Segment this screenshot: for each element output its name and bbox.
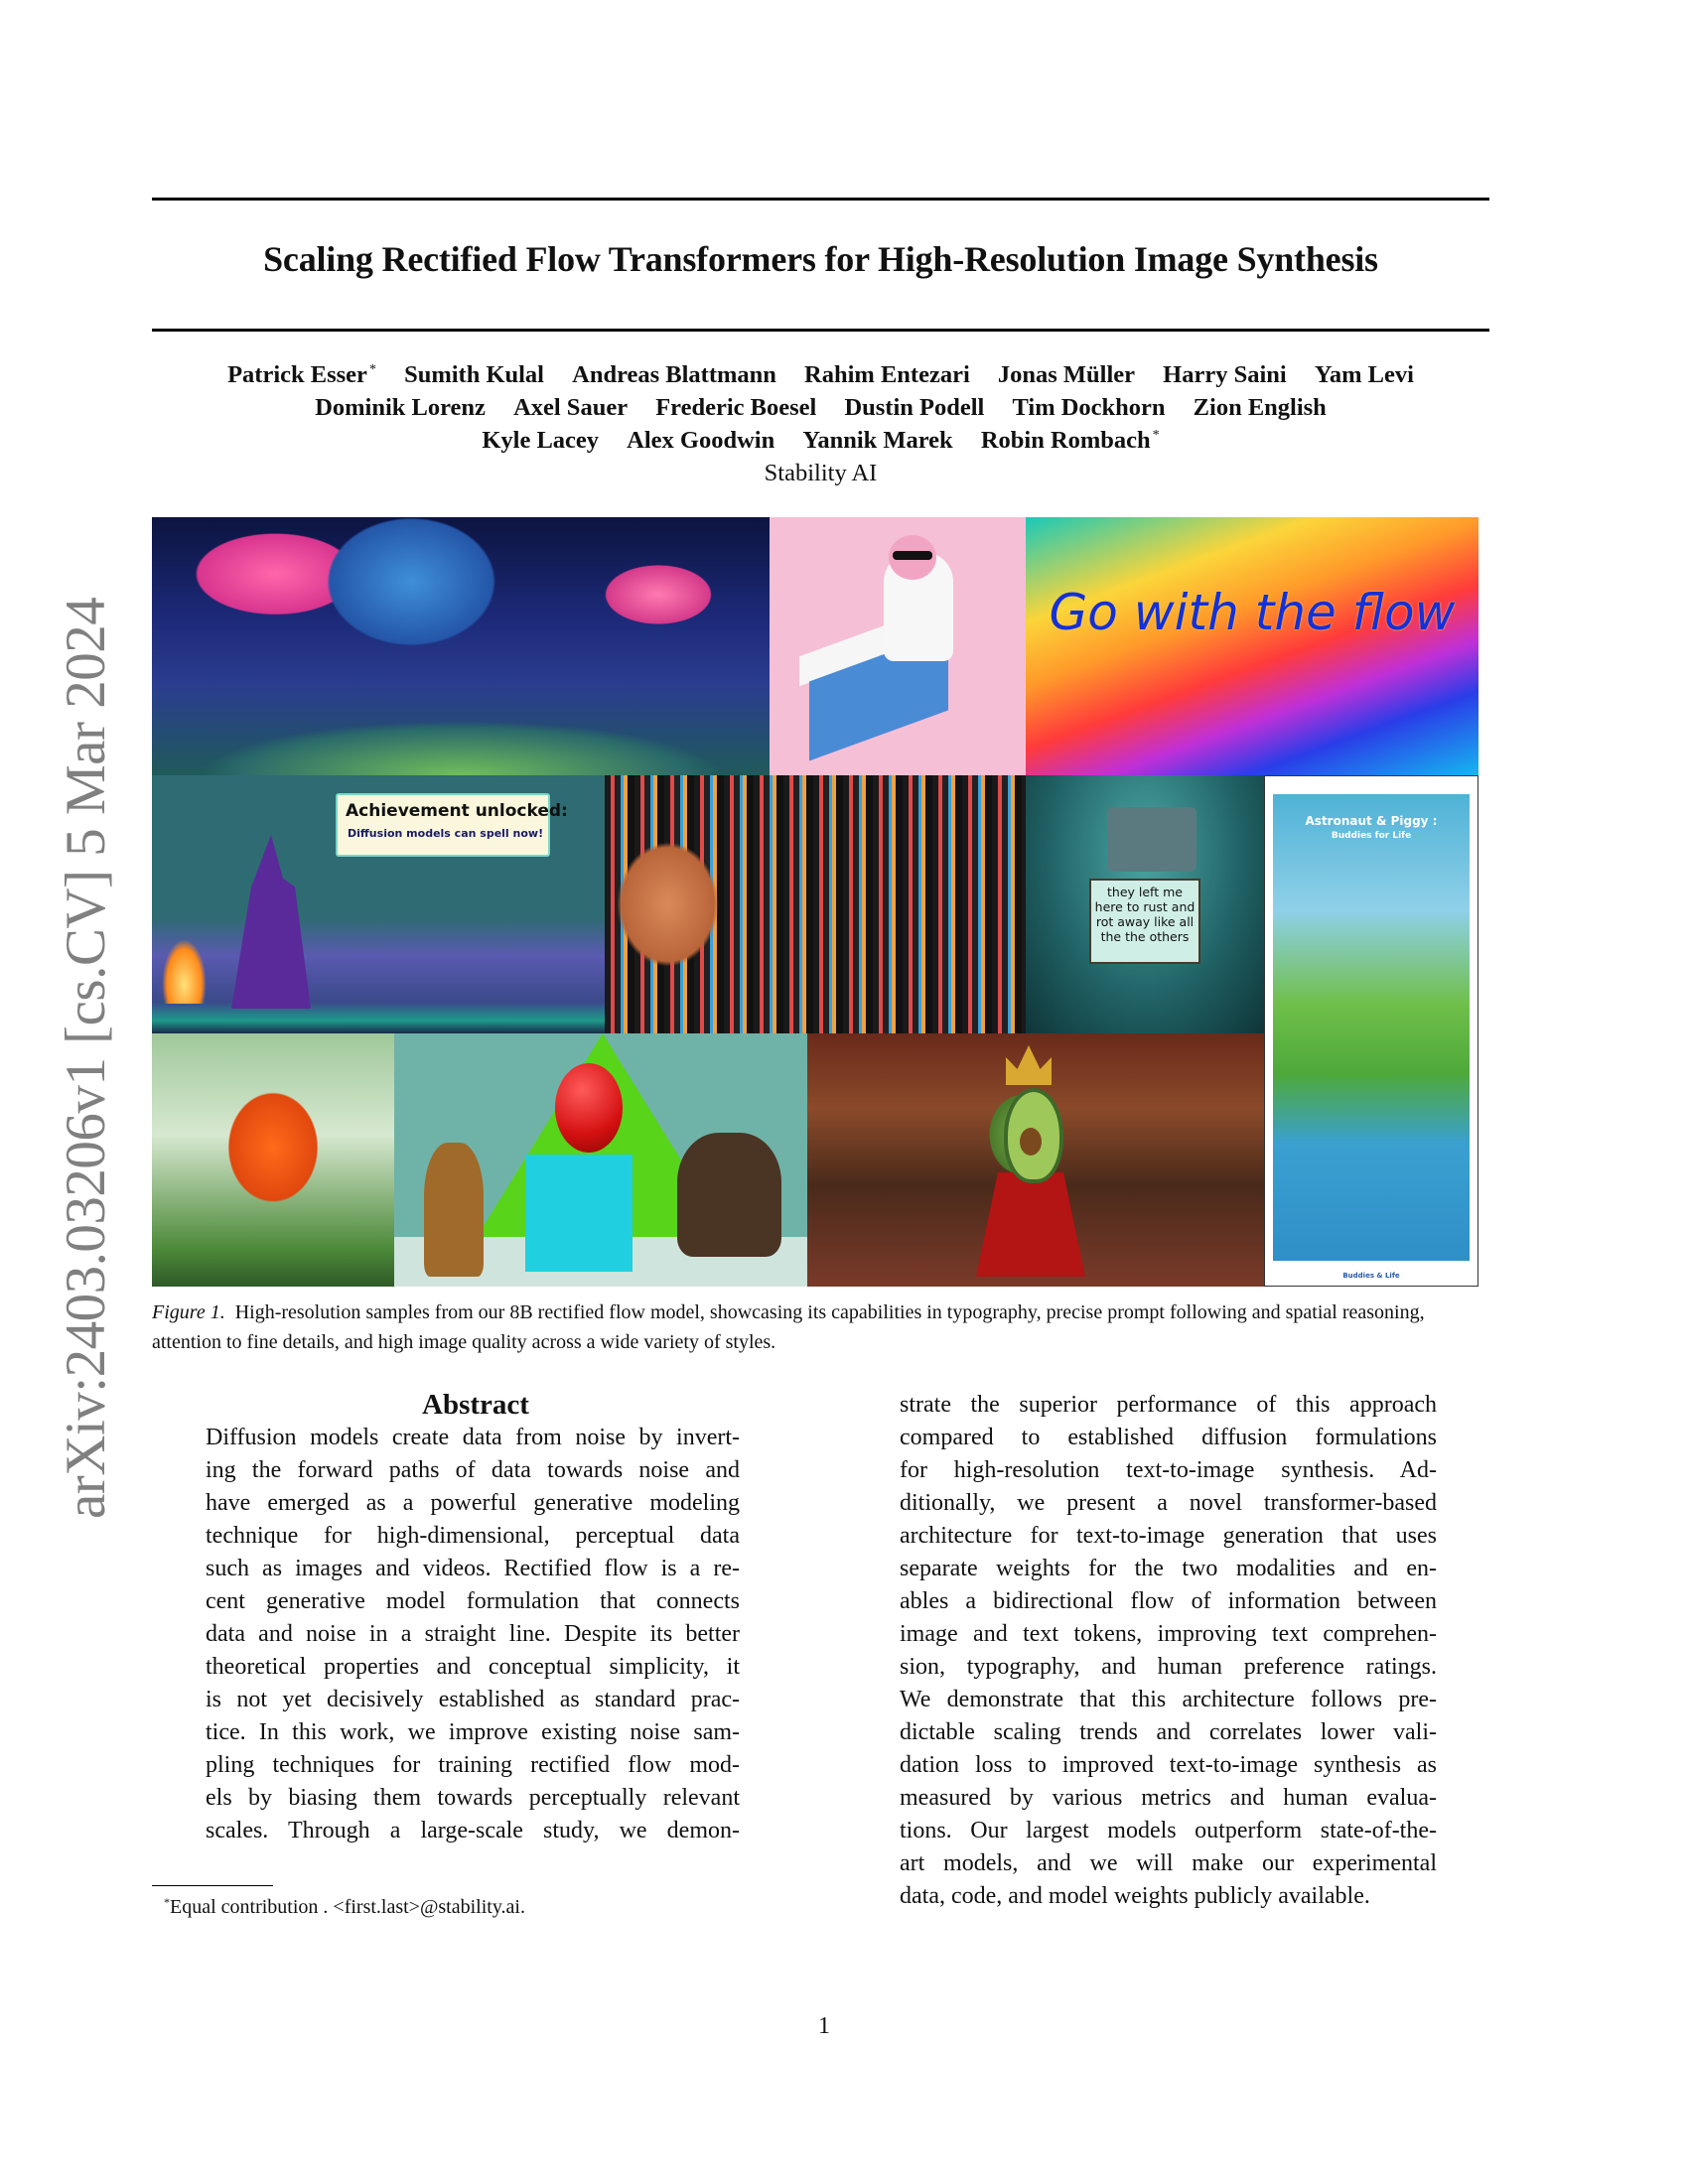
author xyxy=(1012,394,1165,421)
abstract-line: tice. In this work, we improve existing noise sam- xyxy=(206,1719,740,1745)
robot-head-shape xyxy=(1107,807,1196,872)
author-line-3 xyxy=(152,427,1489,455)
abstract-line: ditionally, we present a novel transformer-based xyxy=(900,1490,1437,1516)
figure-caption xyxy=(152,1297,1492,1357)
footnote xyxy=(164,1895,525,1919)
title-rule-bottom xyxy=(152,329,1489,332)
abstract-line: dation loss to improved text-to-image synthesis as xyxy=(900,1752,1437,1778)
author xyxy=(513,394,628,421)
robot-sign xyxy=(1089,879,1200,964)
author-name: Alex Goodwin xyxy=(627,427,775,454)
equal-contribution-mark: * xyxy=(1152,428,1160,443)
abstract-line: architecture for text-to-image generation that uses xyxy=(900,1523,1437,1549)
flow-lettering: Go with the flow xyxy=(1049,584,1456,641)
poster-title: Astronaut & Piggy : xyxy=(1305,814,1438,828)
abstract-line: scales. Through a large-scale study, we demon- xyxy=(206,1818,740,1843)
author-name: Andreas Blattmann xyxy=(572,361,776,388)
speech-bubble xyxy=(336,793,568,857)
speech-bubble-subtitle: Diffusion models can spell now! xyxy=(348,827,544,840)
author-name: Patrick Esser xyxy=(227,361,367,388)
abstract-line: ing the forward paths of data towards noise and xyxy=(206,1457,740,1483)
author xyxy=(981,427,1160,454)
sample-image-pixel-wizard xyxy=(152,775,605,1033)
author xyxy=(1194,394,1327,421)
speech-bubble-title: Achievement unlocked: xyxy=(346,801,568,821)
author-name: Yannik Marek xyxy=(802,427,953,454)
footnote-rule xyxy=(152,1885,273,1886)
arxiv-identifier-stamp: arXiv:2403.03206v1 [cs.CV] 5 Mar 2024 xyxy=(55,597,117,1519)
poster-footer: Buddies & Life xyxy=(1342,1272,1400,1280)
crown-shape xyxy=(1006,1045,1052,1085)
abstract-line: dictable scaling trends and correlates lower vali- xyxy=(900,1719,1437,1745)
sample-image-mushroom-forest xyxy=(152,517,770,775)
sample-image-pixelated-face xyxy=(605,775,1026,1033)
figure-1-collage xyxy=(152,517,1478,1287)
author xyxy=(627,427,774,454)
equal-contribution-mark: * xyxy=(368,362,376,377)
avocado-pit-shape xyxy=(1020,1128,1042,1156)
abstract-line: Diffusion models create data from noise by invert- xyxy=(206,1425,740,1450)
author xyxy=(844,394,984,421)
robot-sign-text: they left me here to rust and rot away like all the the others xyxy=(1094,885,1196,944)
campfire-shape xyxy=(162,939,207,1004)
abstract-line: cent generative model formulation that connects xyxy=(206,1588,740,1614)
sample-image-pepper-dragon xyxy=(152,1033,394,1287)
sunglasses-shape xyxy=(893,551,932,560)
author-name: Robin Rombach xyxy=(980,427,1151,454)
abstract-line: sion, typography, and human preference ratings. xyxy=(900,1654,1437,1680)
author-name: Harry Saini xyxy=(1163,361,1287,388)
author xyxy=(1315,361,1414,388)
poster-artwork xyxy=(1273,794,1470,1261)
royal-robe-shape xyxy=(976,1172,1085,1277)
sample-image-pig-scientist xyxy=(770,517,1026,775)
author xyxy=(572,361,776,388)
abstract-line: els by biasing them towards perceptually relevant xyxy=(206,1785,740,1811)
cat-shape xyxy=(424,1143,484,1277)
author-name: Yam Levi xyxy=(1314,361,1414,388)
author-name: Dominik Lorenz xyxy=(315,394,486,421)
abstract-column-right xyxy=(900,1389,1437,1913)
abstract-line: tions. Our largest models outperform state-of-the- xyxy=(900,1818,1437,1843)
page-number: 1 xyxy=(818,2013,830,2039)
author xyxy=(802,427,952,454)
dog-shape xyxy=(677,1133,781,1257)
title-rule-top xyxy=(152,198,1489,201)
author-name: Dustin Podell xyxy=(844,394,985,421)
author xyxy=(315,394,486,421)
abstract-line: for high-resolution text-to-image synthesis. Ad- xyxy=(900,1457,1437,1483)
abstract-line: image and text tokens, improving text comprehen- xyxy=(900,1621,1437,1647)
abstract-line: separate weights for the two modalities and en- xyxy=(900,1556,1437,1581)
abstract-line: data and noise in a straight line. Despite its better xyxy=(206,1621,740,1647)
poster-subtitle: Buddies for Life xyxy=(1331,831,1412,841)
author-name: Tim Dockhorn xyxy=(1012,394,1166,421)
abstract-line: ables a bidirectional flow of information between xyxy=(900,1588,1437,1614)
footnote-mark: * xyxy=(164,1895,170,1909)
author-name: Zion English xyxy=(1193,394,1327,421)
author-name: Axel Sauer xyxy=(513,394,629,421)
abstract-line: We demonstrate that this architecture follows pre- xyxy=(900,1687,1437,1712)
author-name: Sumith Kulal xyxy=(404,361,544,388)
abstract-line: have emerged as a powerful generative modeling xyxy=(206,1490,740,1516)
figure-label: Figure 1. xyxy=(152,1301,225,1323)
abstract-line: technique for high-dimensional, perceptual data xyxy=(206,1523,740,1549)
author xyxy=(482,427,599,454)
abstract-line: pling techniques for training rectified flow mod- xyxy=(206,1752,740,1778)
affiliation: Stability AI xyxy=(764,460,878,486)
sample-image-ball-cube-cat-dog xyxy=(394,1033,807,1287)
abstract-line: measured by various metrics and human evalua- xyxy=(900,1785,1437,1811)
blue-cube-shape xyxy=(525,1155,633,1272)
paper-title: Scaling Rectified Flow Transformers for High-Resolution Image Synthesis xyxy=(263,239,1378,279)
abstract-line: strate the superior performance of this approach xyxy=(900,1392,1437,1418)
abstract-line: theoretical properties and conceptual simplicity, it xyxy=(206,1654,740,1680)
abstract-line: is not yet decisively established as standard prac- xyxy=(206,1687,740,1712)
wizard-shape xyxy=(231,835,311,1009)
sample-image-avocado-king xyxy=(807,1033,1264,1287)
abstract-line: data, code, and model weights publicly available. xyxy=(900,1883,1370,1909)
abstract-line: art models, and we will make our experimental xyxy=(900,1850,1437,1876)
author-line-2 xyxy=(152,394,1489,422)
author xyxy=(998,361,1135,388)
author-name: Kyle Lacey xyxy=(482,427,600,454)
author xyxy=(804,361,970,388)
sample-image-astronaut-piggy-poster xyxy=(1264,775,1478,1287)
footnote-text: Equal contribution . <first.last>@stability.ai. xyxy=(170,1896,525,1918)
author xyxy=(1163,361,1287,388)
author xyxy=(227,361,376,388)
author-line-1 xyxy=(152,361,1489,389)
author-name: Rahim Entezari xyxy=(804,361,970,388)
author-name: Frederic Boesel xyxy=(655,394,817,421)
sample-image-go-with-the-flow xyxy=(1026,517,1478,775)
red-ball-shape xyxy=(555,1063,623,1153)
abstract-column-left xyxy=(206,1422,740,1847)
abstract-line: such as images and videos. Rectified flow is a re- xyxy=(206,1556,740,1581)
author-name: Jonas Müller xyxy=(997,361,1136,388)
sample-image-rusty-robot xyxy=(1026,775,1264,1033)
abstract-heading: Abstract xyxy=(422,1389,529,1421)
author xyxy=(404,361,544,388)
figure-caption-text: High-resolution samples from our 8B rectified flow model, showcasing its capabilities in typography, precise prompt following and spatial reasoning, attention to fine details, and high image quality across a wide variety of styles. xyxy=(152,1301,1425,1353)
abstract-line: compared to established diffusion formulations xyxy=(900,1425,1437,1450)
author xyxy=(655,394,816,421)
